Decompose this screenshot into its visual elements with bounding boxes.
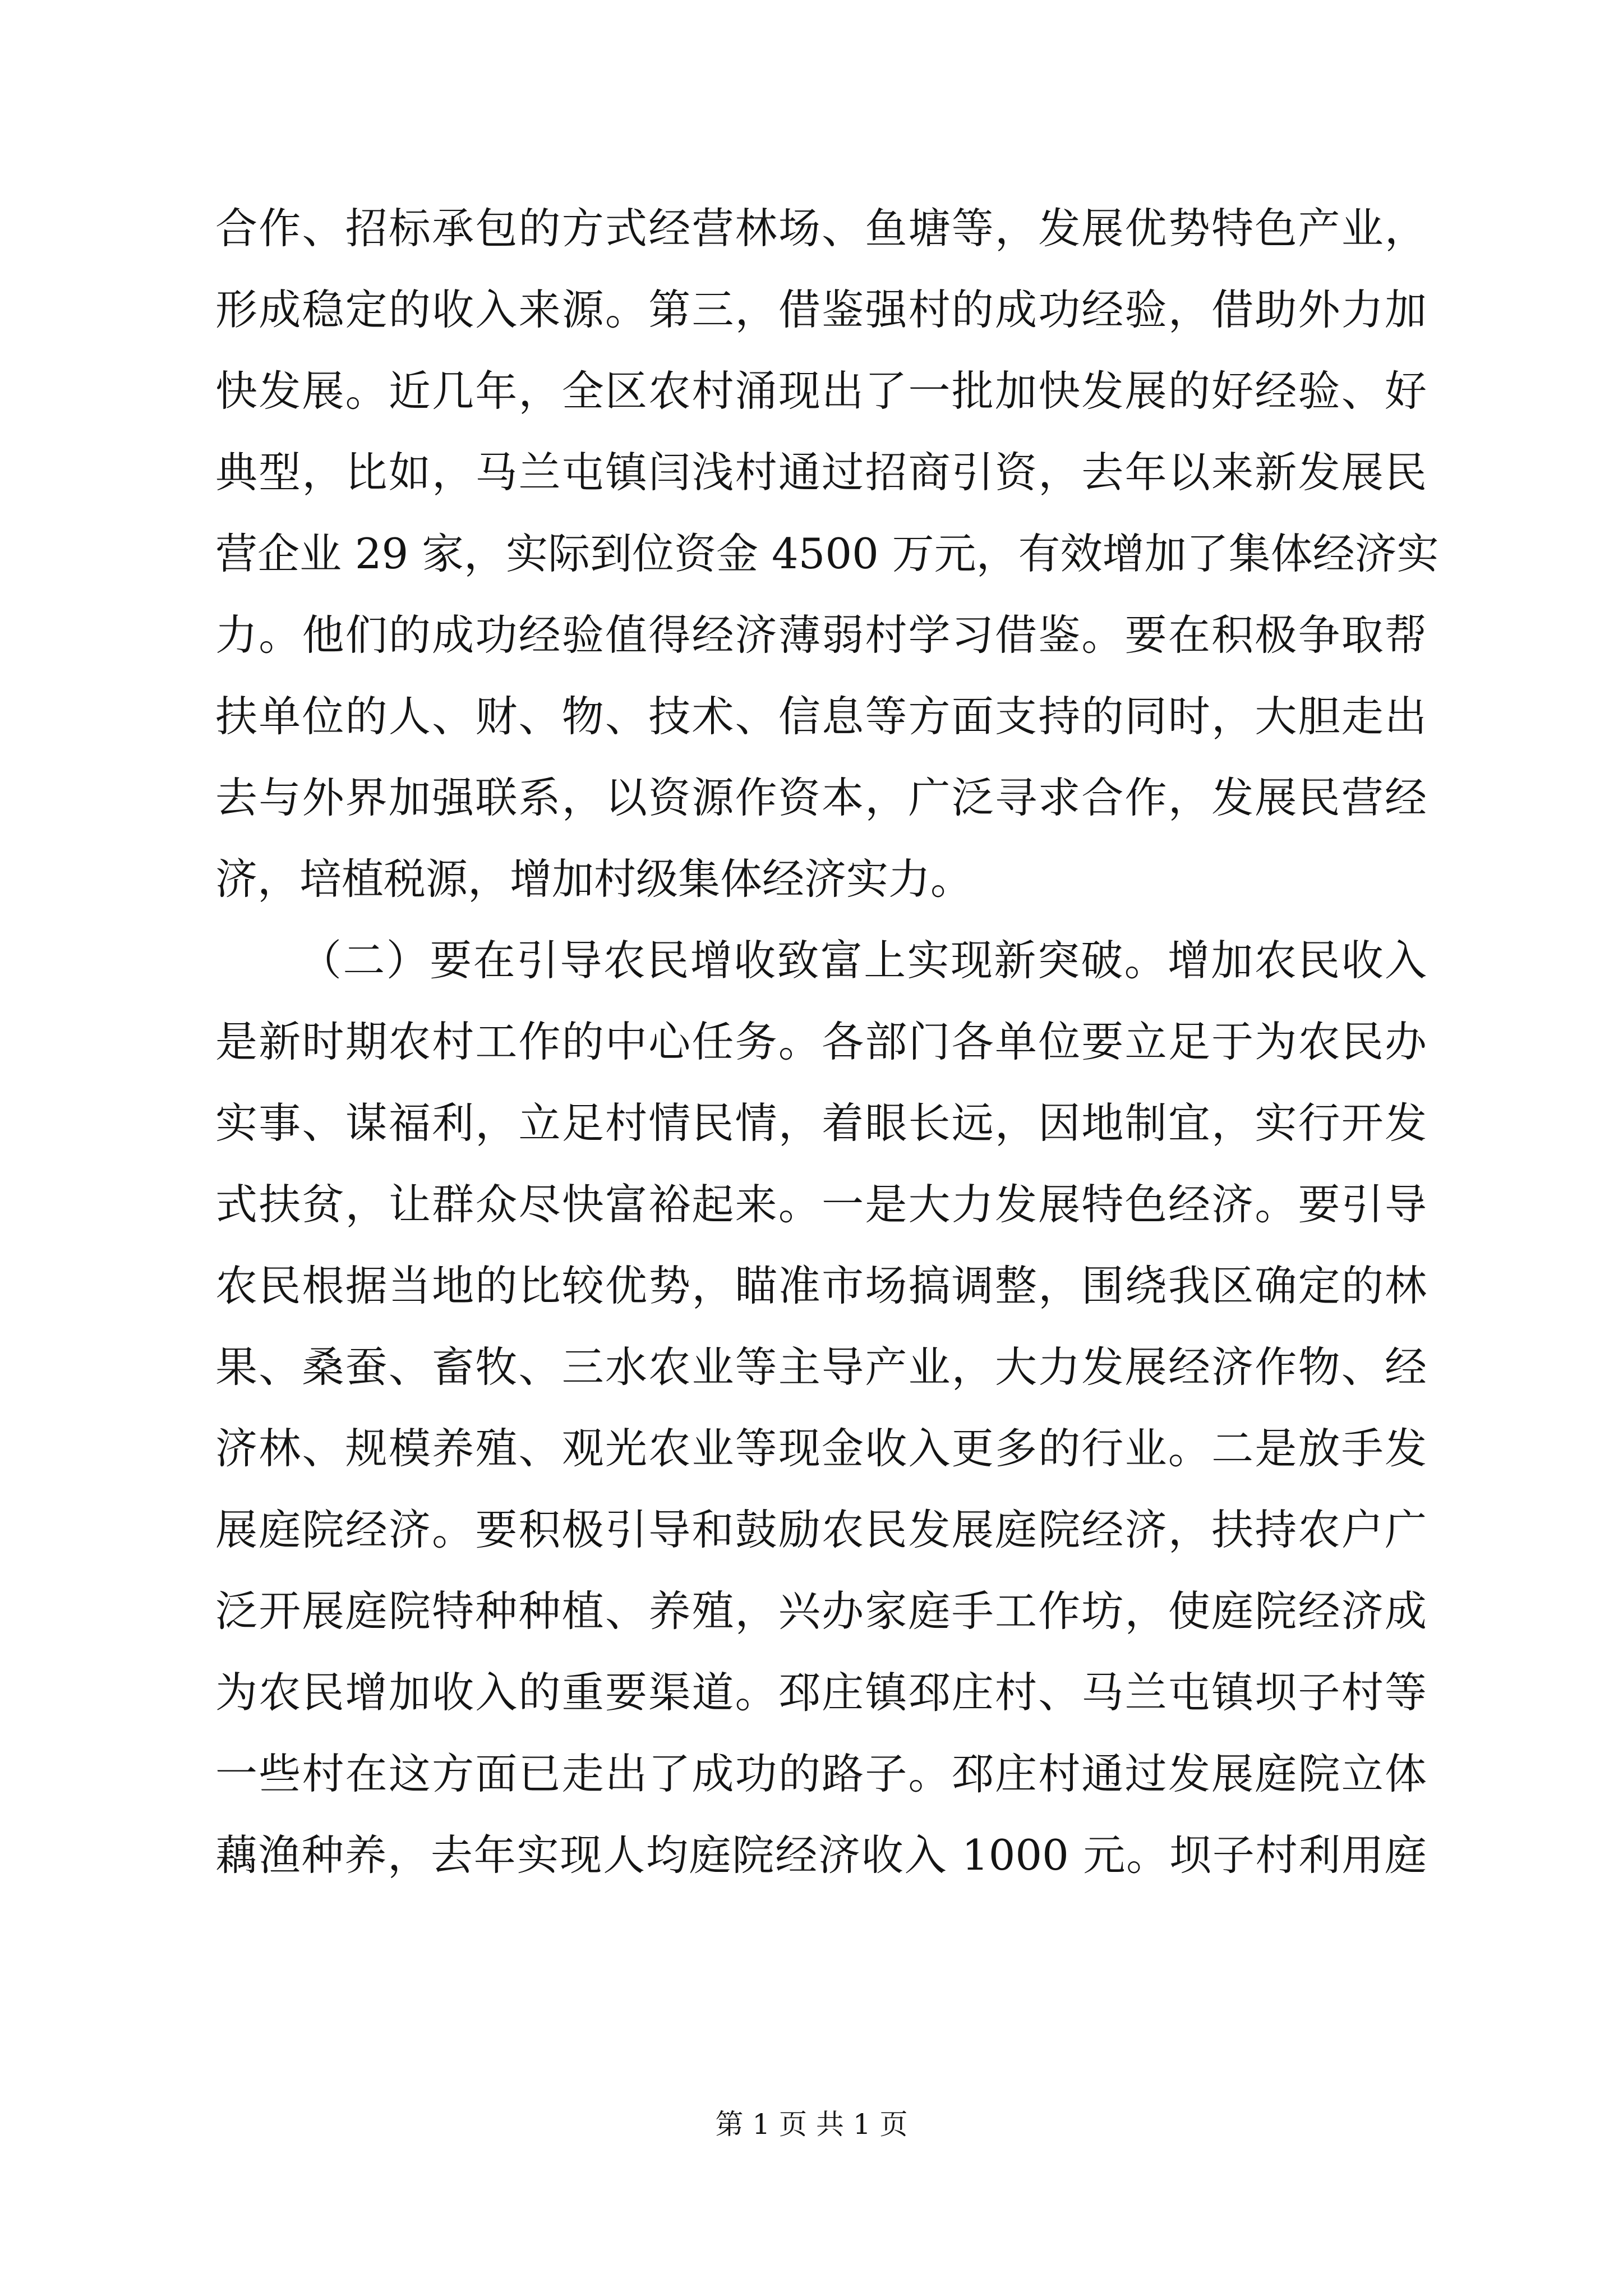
text-line: 扶单位的人、财、物、技术、信息等方面支持的同时，大胆走出 [215, 692, 1427, 741]
text-line: 快发展。近几年，全区农村涌现出了一批加快发展的好经验、好 [215, 366, 1427, 416]
text-line: 为农民增加收入的重要渠道。邳庄镇邳庄村、马兰屯镇坝子村等 [215, 1668, 1427, 1717]
text-line: 是新时期农村工作的中心任务。各部门各单位要立足于为农民办 [215, 1017, 1427, 1066]
text-line: 济林、规模养殖、观光农业等现金收入更多的行业。二是放手发 [215, 1424, 1427, 1473]
body-text [215, 188, 1439, 1896]
text-line: 营企业 29 家，实际到位资金 4500 万元，有效增加了集体经济实 [215, 529, 1439, 578]
text-line: 典型，比如，马兰屯镇闫浅村通过招商引资，去年以来新发展民 [215, 448, 1427, 497]
section-heading-line: （二）要在引导农民增收致富上实现新突破。增加农民收入 [299, 936, 1427, 985]
text-line: 合作、招标承包的方式经营林场、鱼塘等，发展优势特色产业， [215, 204, 1427, 253]
text-line: 去与外界加强联系，以资源作资本，广泛寻求合作，发展民营经 [215, 773, 1427, 822]
text-line: 力。他们的成功经验值得经济薄弱村学习借鉴。要在积极争取帮 [215, 610, 1427, 660]
text-line: 一些村在这方面已走出了成功的路子。邳庄村通过发展庭院立体 [215, 1749, 1427, 1798]
text-line: 济，培植税源，增加村级集体经济实力。 [215, 854, 973, 904]
text-line: 形成稳定的收入来源。第三，借鉴强村的成功经验，借助外力加 [215, 285, 1427, 334]
text-line: 展庭院经济。要积极引导和鼓励农民发展庭院经济，扶持农户广 [215, 1505, 1427, 1554]
text-line: 藕渔种养，去年实现人均庭院经济收入 1000 元。坝子村利用庭 [215, 1830, 1427, 1880]
page-footer: 第 1 页 共 1 页 [715, 2108, 908, 2141]
text-line: 农民根据当地的比较优势，瞄准市场搞调整，围绕我区确定的林 [215, 1261, 1427, 1310]
text-line: 果、桑蚕、畜牧、三水农业等主导产业，大力发展经济作物、经 [215, 1342, 1427, 1392]
text-line: 实事、谋福利，立足村情民情，着眼长远，因地制宜，实行开发 [215, 1098, 1427, 1148]
text-line: 式扶贫，让群众尽快富裕起来。一是大力发展特色经济。要引导 [215, 1180, 1427, 1229]
text-line: 泛开展庭院特种种植、养殖，兴办家庭手工作坊，使庭院经济成 [215, 1586, 1427, 1636]
